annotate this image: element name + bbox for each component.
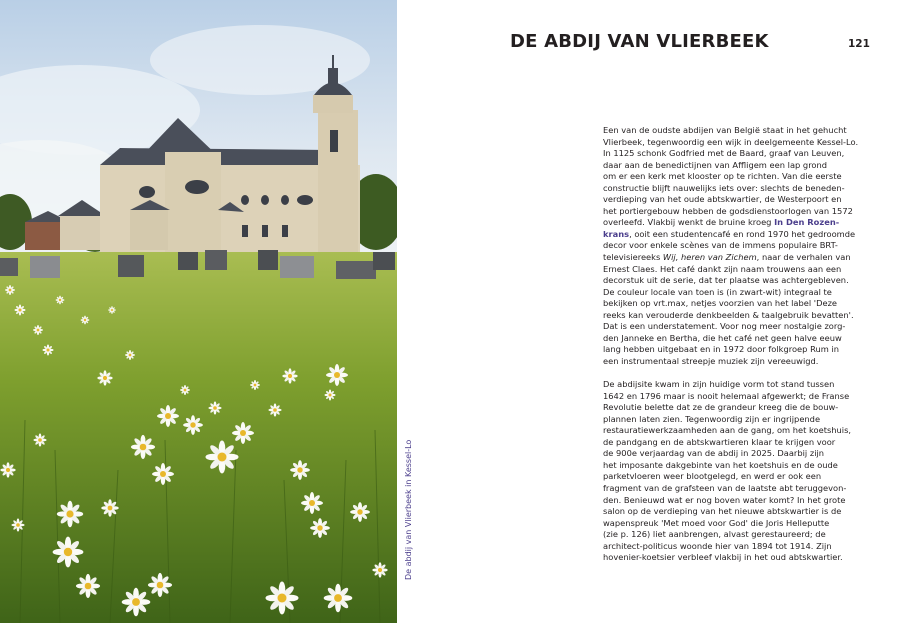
text-segment: Vlierbeek, tegenwoordig een wijk in deelgemeente Kessel-Lo. bbox=[603, 136, 859, 147]
text-line bbox=[603, 264, 868, 276]
text-line bbox=[603, 275, 868, 287]
text-segment: constructie blijft nauwelijks iets over: slechts de beneden- bbox=[603, 182, 845, 193]
text-line: hovenier-koetsier verbleef vlakbij in het oud abtskwartier. bbox=[603, 552, 843, 563]
text-line: architect-politicus woonde hier van 1894 tot 1914. Zijn bbox=[603, 540, 832, 551]
text-line bbox=[603, 183, 868, 195]
text-segment: lang hebben uitgebaat en in 1972 door folkgroep Rum in bbox=[603, 344, 840, 355]
page-title: DE ABDIJ VAN VLIERBEEK bbox=[510, 31, 769, 52]
text-line bbox=[603, 171, 868, 183]
text-segment: het portiergebouw hebben de godsdienstoorlogen van 1572 bbox=[603, 205, 853, 216]
text-segment: daar aan de benedictijnen van Affligem een lap grond bbox=[603, 159, 828, 170]
paragraph-1 bbox=[603, 125, 868, 367]
text-line: (zie p. 126) liet aanbrengen, alvast gerestaureerd; de bbox=[603, 529, 826, 540]
text-line: de 900e verjaardag van de abdij in 2025. Daarbij zijn bbox=[603, 448, 825, 459]
cafe-name: krans bbox=[603, 228, 630, 239]
text-line bbox=[603, 333, 868, 345]
text-line bbox=[603, 252, 868, 264]
text-line bbox=[603, 298, 868, 310]
text-segment: In 1125 schonk Godfried met de Baard, graaf van Leuven, bbox=[603, 148, 845, 159]
text-line: plannen laten zien. Tegenwoordig zijn er ingrijpende bbox=[603, 413, 821, 424]
text-line: De abdijsite kwam in zijn huidige vorm tot stand tussen bbox=[603, 379, 835, 390]
text-segment: reeks kan verouderde denkbeelden & taalgebruik bevatten'. bbox=[603, 309, 854, 320]
text-line bbox=[603, 137, 868, 149]
text-line bbox=[603, 344, 868, 356]
text-line bbox=[603, 287, 868, 299]
text-line bbox=[603, 321, 868, 333]
text-segment: verdieping van het oude abtskwartier, de Westerpoort en bbox=[603, 194, 842, 205]
text-line bbox=[603, 356, 868, 368]
text-line bbox=[603, 194, 868, 206]
text-line bbox=[603, 206, 868, 218]
text-line: het imposante dakgebinte van het koetshuis en de oude bbox=[603, 459, 838, 470]
paragraph-2 bbox=[603, 379, 868, 564]
text-line bbox=[603, 229, 868, 241]
text-line bbox=[603, 125, 868, 137]
text-line: restauratiewerkzaamheden aan de gang, om het koetshuis, bbox=[603, 425, 852, 436]
photo-caption: De abdij van Vlierbeek in Kessel-Lo bbox=[404, 439, 413, 580]
text-line bbox=[603, 148, 868, 160]
text-line: fragment van de grafsteen van de laatste abt teruggevon- bbox=[603, 482, 847, 493]
text-segment: den Janneke en Bertha, die het café net geen halve eeuw bbox=[603, 332, 842, 343]
text-line bbox=[603, 217, 868, 229]
text-line: 1642 en 1796 maar is nooit helemaal afgewerkt; de Franse bbox=[603, 390, 850, 401]
text-segment: Ernest Claes. Het café dankt zijn naam trouwens aan een bbox=[603, 263, 842, 274]
text-segment: , naar de verhalen van bbox=[756, 252, 851, 263]
text-line bbox=[603, 240, 868, 252]
text-segment: bekijken op vrt.max, netjes voorzien van het label 'Deze bbox=[603, 298, 838, 309]
text-segment: om er een kerk met klooster op te richten. Van die eerste bbox=[603, 171, 842, 182]
text-segment: De couleur locale van toen is (in zwart-wit) integraal te bbox=[603, 286, 832, 297]
text-segment: overleefd. Vlakbij wenkt de bruine kroeg bbox=[603, 217, 775, 228]
text-segment: , ooit een studentencafé en rond 1970 het gedroomde bbox=[629, 228, 856, 239]
abbey-photo bbox=[0, 0, 397, 623]
text-segment: Een van de oudste abdijen van België staat in het gehucht bbox=[603, 125, 847, 135]
page-number: 121 bbox=[848, 38, 870, 50]
series-title: Wij, heren van Zichem bbox=[662, 252, 757, 263]
text-line: Revolutie belette dat ze de grandeur kreeg die de bouw- bbox=[603, 402, 839, 413]
text-line: salon op de verdieping van het nieuwe abtskwartier is de bbox=[603, 506, 842, 517]
text-line: den. Benieuwd wat er nog boven water komt? In het grote bbox=[603, 494, 846, 505]
text-line: parketvloeren weer blootgelegd, en werd er ook een bbox=[603, 471, 822, 482]
text-segment: decorstuk uit de serie, dat ter plaatse was achtergebleven. bbox=[603, 275, 849, 286]
text-segment: decor voor enkele scènes van de immens populaire BRT- bbox=[603, 240, 838, 251]
text-line bbox=[603, 310, 868, 322]
text-line: de pandgang en de abtskwartieren klaar te krijgen voor bbox=[603, 436, 836, 447]
text-line: wapenspreuk 'Met moed voor God' die Joris Helleputte bbox=[603, 517, 830, 528]
text-segment: Dat is een understatement. Voor nog meer nostalgie zorg- bbox=[603, 321, 846, 332]
text-segment: televisiereeks bbox=[603, 252, 663, 263]
cafe-name: In Den Rozen- bbox=[774, 217, 840, 228]
text-line bbox=[603, 160, 868, 172]
text-segment: een instrumentaal streepje muziek zijn vereeuwigd. bbox=[603, 355, 819, 366]
article-body bbox=[603, 125, 868, 564]
